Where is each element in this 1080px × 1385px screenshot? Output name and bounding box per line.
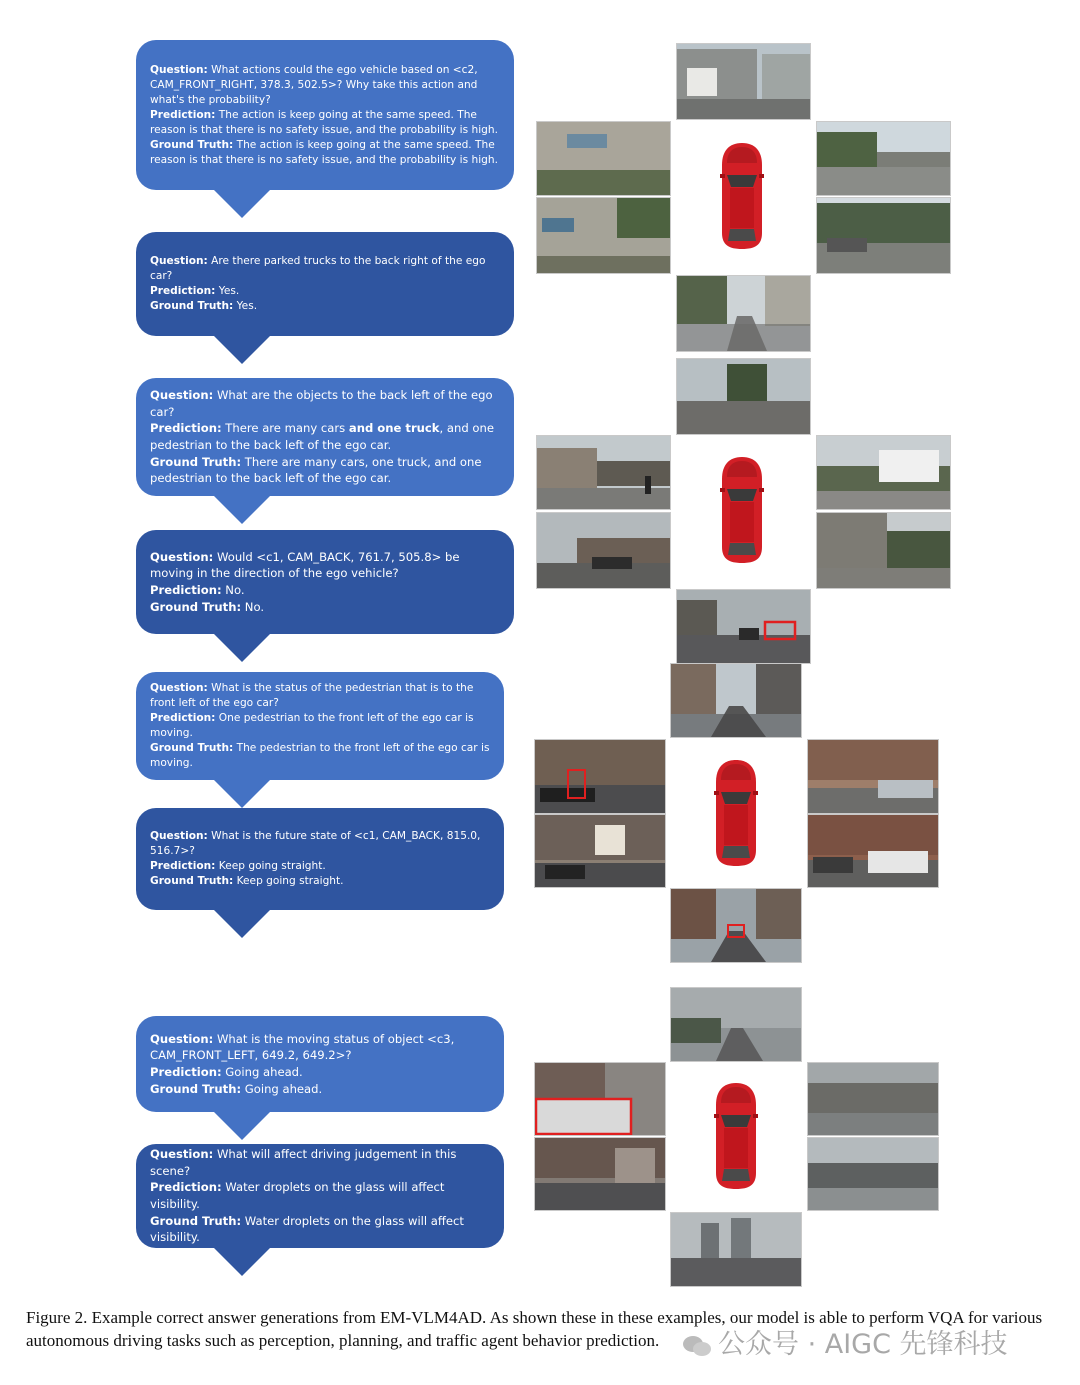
- prediction-text: There are many cars: [225, 421, 349, 436]
- prediction-text: Water droplets on the glass will affect visibility.: [150, 1180, 445, 1211]
- question-text: What actions could the ego vehicle based on <c2, CAM_FRONT_RIGHT, 378.3, 502.5>? Why take this action and what's the probability?: [150, 63, 478, 106]
- ego-car-icon: [711, 1078, 761, 1194]
- camera-front-left-image: [534, 1062, 666, 1136]
- ground-truth-label: Ground Truth:: [150, 1213, 242, 1228]
- ego-car-icon: [717, 138, 767, 254]
- watermark-text: 公众号 · AIGC 先锋科技: [718, 1329, 1008, 1360]
- ego-car-icon: [711, 755, 761, 871]
- question-text: What is the future state of <c1, CAM_BACK, 815.0, 516.7>?: [150, 830, 481, 857]
- qa-bubble-3b: [136, 808, 504, 910]
- camera-back-right-image: [807, 814, 939, 888]
- qa-text: [150, 420, 500, 453]
- question-label: Question:: [150, 255, 208, 267]
- qa-bubble-4a: [136, 1016, 504, 1112]
- prediction-text: The action is keep going at the same speed. The reason is that there is no safety issue, and the probability is high.: [150, 108, 498, 136]
- question-text: Are there parked trucks to the back right of the ego car?: [150, 255, 486, 282]
- ground-truth-text: There are many cars, one truck, and one pedestrian to the back left of the ego car.: [150, 454, 482, 486]
- question-text: What is the moving status of object <c3, CAM_FRONT_LEFT, 649.2, 649.2>?: [150, 1031, 455, 1063]
- camera-back-right-image: [816, 197, 951, 274]
- prediction-bold-text: and one truck: [348, 421, 440, 436]
- camera-back-right-image: [816, 512, 951, 589]
- qa-bubble-3a: [136, 672, 504, 780]
- qa-text: [150, 582, 500, 599]
- prediction-label: Prediction:: [150, 712, 216, 724]
- qa-text: [150, 108, 500, 138]
- ground-truth-label: Ground Truth:: [150, 599, 242, 614]
- camera-back-left-image: [536, 197, 671, 274]
- question-label: Question:: [150, 1031, 214, 1046]
- wechat-icon: [682, 1334, 712, 1358]
- qa-text: [150, 874, 490, 889]
- camera-back-image: [676, 589, 811, 664]
- qa-text: [150, 1179, 490, 1212]
- qa-text: [150, 859, 490, 874]
- qa-text: [150, 1064, 490, 1081]
- question-label: Question:: [150, 830, 208, 842]
- ground-truth-text: Yes.: [236, 300, 258, 312]
- qa-text: [150, 711, 490, 741]
- ground-truth-label: Ground Truth:: [150, 138, 234, 151]
- question-text: What are the objects to the back left of the ego car?: [150, 388, 493, 419]
- question-label: Question:: [150, 1147, 214, 1162]
- qa-text: [150, 829, 490, 859]
- ground-truth-text: No.: [244, 599, 265, 614]
- camera-front-left-image: [534, 739, 666, 814]
- qa-text: [150, 299, 500, 314]
- ground-truth-text: The action is keep going at the same speed. The reason is that there is no safety issue, and the probability is high.: [150, 138, 498, 166]
- qa-bubble-2b: [136, 530, 514, 634]
- watermark: [682, 1322, 1008, 1361]
- qa-text: [150, 284, 500, 299]
- prediction-label: Prediction:: [150, 583, 222, 597]
- prediction-label: Prediction:: [150, 1065, 222, 1079]
- prediction-label: Prediction:: [150, 285, 216, 297]
- prediction-label: Prediction:: [150, 860, 216, 872]
- qa-text: [150, 1146, 490, 1179]
- camera-front-image: [670, 987, 802, 1062]
- question-text: What will affect driving judgement in this scene?: [150, 1147, 457, 1178]
- camera-front-left-image: [536, 121, 671, 196]
- prediction-text: Keep going straight.: [218, 860, 326, 872]
- camera-front-image: [676, 43, 811, 120]
- ground-truth-label: Ground Truth:: [150, 1081, 242, 1096]
- qa-text: [150, 599, 500, 616]
- ego-car-icon: [717, 452, 767, 568]
- qa-text: [150, 549, 500, 582]
- qa-text: [150, 681, 490, 711]
- camera-back-right-image: [807, 1137, 939, 1211]
- camera-front-right-image: [807, 1062, 939, 1136]
- question-text: What is the status of the pedestrian that is to the front left of the ego car?: [150, 682, 474, 709]
- ground-truth-label: Ground Truth:: [150, 454, 242, 469]
- qa-text: [150, 138, 500, 168]
- ground-truth-text: Going ahead.: [244, 1081, 323, 1096]
- figure-caption: Figure 2. Example correct answer generations from EM-VLM4AD. As shown these in these examples, our model is able to perform VQA for various autonomous driving tasks such as perception, planning, and traffic agent behavior prediction.: [26, 1308, 1043, 1350]
- qa-text: [150, 1081, 490, 1098]
- camera-back-image: [676, 275, 811, 352]
- ground-truth-text: The pedestrian to the front left of the ego car is moving.: [150, 742, 490, 769]
- camera-front-right-image: [816, 435, 951, 510]
- qa-text: [150, 1213, 490, 1246]
- camera-back-left-image: [534, 1137, 666, 1211]
- camera-front-image: [670, 663, 802, 738]
- qa-text: [150, 63, 500, 108]
- ground-truth-text: Water droplets on the glass will affect visibility.: [150, 1213, 464, 1245]
- camera-back-left-image: [534, 814, 666, 888]
- qa-bubble-1b: [136, 232, 514, 336]
- question-label: Question:: [150, 682, 208, 694]
- ground-truth-label: Ground Truth:: [150, 742, 234, 754]
- prediction-label: Prediction:: [150, 108, 216, 121]
- ground-truth-text: Keep going straight.: [236, 875, 344, 887]
- ground-truth-label: Ground Truth:: [150, 300, 234, 312]
- qa-text: [150, 454, 500, 487]
- camera-front-image: [676, 358, 811, 435]
- qa-text: [150, 741, 490, 771]
- prediction-label: Prediction:: [150, 421, 222, 436]
- qa-bubble-4b: [136, 1144, 504, 1248]
- camera-back-image: [670, 888, 802, 963]
- ground-truth-label: Ground Truth:: [150, 875, 234, 887]
- question-label: Question:: [150, 549, 214, 564]
- prediction-text: Going ahead.: [225, 1065, 303, 1079]
- prediction-text: No.: [225, 583, 245, 597]
- camera-back-left-image: [536, 512, 671, 589]
- prediction-label: Prediction:: [150, 1180, 222, 1195]
- camera-front-right-image: [807, 739, 939, 814]
- prediction-text: , and one pedestrian to the back left of the ego car.: [150, 421, 494, 452]
- question-label: Question:: [150, 63, 208, 76]
- camera-front-left-image: [536, 435, 671, 510]
- qa-bubble-2a: [136, 378, 514, 496]
- camera-front-right-image: [816, 121, 951, 196]
- question-text: Would <c1, CAM_BACK, 761.7, 505.8> be moving in the direction of the ego vehicle?: [150, 549, 460, 581]
- qa-text: [150, 1031, 490, 1064]
- qa-text: [150, 387, 500, 420]
- qa-bubble-1a: [136, 40, 514, 190]
- prediction-text: Yes.: [218, 285, 240, 297]
- qa-text: [150, 254, 500, 284]
- question-label: Question:: [150, 388, 214, 403]
- camera-back-image: [670, 1212, 802, 1287]
- prediction-text: One pedestrian to the front left of the ego car is moving.: [150, 712, 474, 739]
